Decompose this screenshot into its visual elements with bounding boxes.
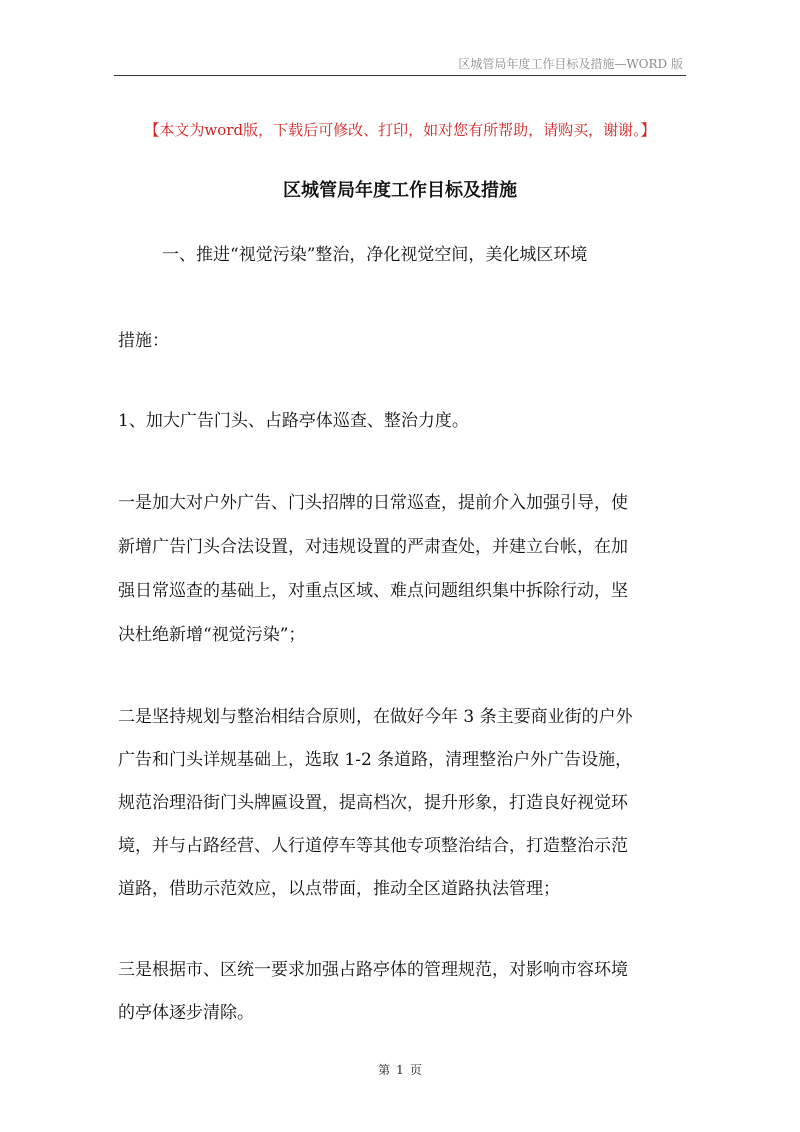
running-header: 区城管局年度工作目标及措施—WORD 版	[458, 57, 683, 71]
paragraph-line: 二是坚持规划与整治相结合原则，在做好今年 3 条主要商业街的户外	[118, 707, 633, 727]
section-heading: 一、推进“视觉污染”整治，净化视觉空间，美化城区环境	[162, 245, 588, 265]
paragraph-line: 境，并与占路经营、人行道停车等其他专项整治结合，打造整治示范	[118, 836, 628, 856]
paragraph-line: 一是加大对户外广告、门头招牌的日常巡查，提前介入加强引导，使	[118, 493, 628, 513]
paragraph-line: 三是根据市、区统一要求加强占路亭体的管理规范，对影响市容环境	[118, 960, 628, 980]
header-divider	[114, 75, 686, 76]
page-prefix: 第	[378, 1063, 391, 1077]
paragraph-line: 决杜绝新增“视觉污染”；	[118, 625, 306, 645]
download-notice: 【本文为word版，下载后可修改、打印，如对您有所帮助，请购买，谢谢。】	[144, 121, 656, 139]
paragraph-line: 道路，借助示范效应，以点带面，推动全区道路执法管理；	[118, 879, 560, 899]
paragraph-line: 广告和门头详规基础上，选取 1-2 条道路，清理整治户外广告设施，	[118, 750, 633, 770]
document-title: 区城管局年度工作目标及措施	[283, 180, 517, 201]
paragraph-line: 新增广告门头合法设置，对违规设置的严肃查处，并建立台帐，在加	[118, 537, 628, 557]
page-number: 1	[396, 1063, 404, 1077]
paragraph-line: 强日常巡查的基础上，对重点区域、难点问题组织集中拆除行动，坚	[118, 581, 628, 601]
paragraph-line: 规范治理沿街门头牌匾设置，提高档次，提升形象，打造良好视觉环	[118, 793, 628, 813]
page-number-footer	[0, 1061, 800, 1078]
measure-item-1: 1、加大广告门头、占路亭体巡查、整治力度。	[118, 411, 469, 431]
page-suffix: 页	[409, 1063, 422, 1077]
measures-label: 措施：	[118, 331, 169, 351]
paragraph-line: 的亭体逐步清除。	[118, 1003, 254, 1023]
